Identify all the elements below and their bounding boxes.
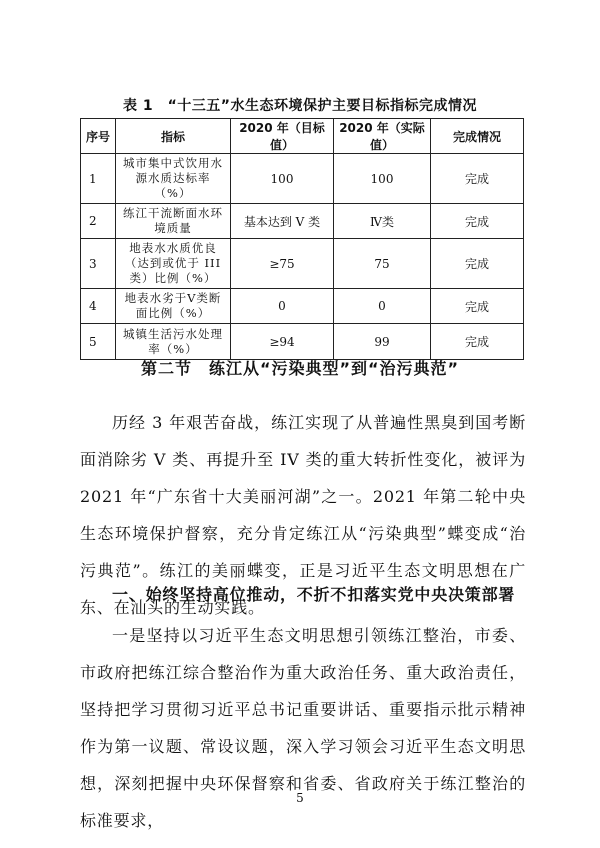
cell-no: 2 [81, 204, 116, 239]
header-status: 完成情况 [431, 119, 524, 154]
cell-indicator: 练江干流断面水环境质量 [116, 204, 231, 239]
targets-table [80, 118, 524, 360]
cell-status: 完成 [431, 239, 524, 289]
body-paragraph-2: 一是坚持以习近平生态文明思想引领练江整治，市委、市政府把练江综合整治作为重大政治任务、重大政治责任，坚持把学习贯彻习近平总书记重要讲话、重要指示批示精神作为第一议题、常设议题，深入学习领会习近平生态文明思想，深刻把握中央环保督察和省委、省政府关于练江整治的标准要求， [80, 626, 526, 830]
header-actual: 2020 年（实际值） [334, 119, 431, 154]
cell-no: 3 [81, 239, 116, 289]
cell-indicator: 城市集中式饮用水源水质达标率（%） [116, 154, 231, 204]
table-row [81, 204, 524, 239]
cell-target: 0 [231, 289, 334, 324]
page-number: 5 [296, 791, 304, 805]
cell-actual: 0 [334, 289, 431, 324]
cell-status: 完成 [431, 204, 524, 239]
table-caption: 表 1 “十三五”水生态环境保护主要目标指标完成情况 [122, 98, 478, 114]
cell-target: ≥75 [231, 239, 334, 289]
table-row [81, 324, 524, 360]
table-row [81, 239, 524, 289]
cell-status: 完成 [431, 324, 524, 360]
cell-no: 4 [81, 289, 116, 324]
table-header-row [81, 119, 524, 154]
cell-target: 基本达到 V 类 [231, 204, 334, 239]
cell-indicator: 城镇生活污水处理率（%） [116, 324, 231, 360]
section-title: 第二节 练江从“污染典型”到“治污典范” [140, 359, 460, 378]
table-row [81, 289, 524, 324]
cell-actual: 75 [334, 239, 431, 289]
cell-indicator: 地表水水质优良（达到或优于 III 类）比例（%） [116, 239, 231, 289]
table-row [81, 154, 524, 204]
cell-no: 5 [81, 324, 116, 360]
cell-no: 1 [81, 154, 116, 204]
subsection-heading: 一、始终坚持高位推动，不折不扣落实党中央决策部署 [112, 585, 516, 604]
header-target: 2020 年（目标值） [231, 119, 334, 154]
cell-actual: 100 [334, 154, 431, 204]
cell-status: 完成 [431, 289, 524, 324]
cell-target: ≥94 [231, 324, 334, 360]
cell-actual: 99 [334, 324, 431, 360]
cell-actual: Ⅳ类 [334, 204, 431, 239]
header-indicator: 指标 [116, 119, 231, 154]
cell-status: 完成 [431, 154, 524, 204]
cell-target: 100 [231, 154, 334, 204]
cell-indicator: 地表水劣于Ⅴ类断面比例（%） [116, 289, 231, 324]
body-paragraph-1: 历经 3 年艰苦奋战，练江实现了从普遍性黑臭到国考断面消除劣 V 类、再提升至 IV 类的重大转折性变化，被评为 2021 年“广东省十大美丽河湖”之一。2021 年第二轮中央生态环境保护督察，充分肯定练江从“污染典型”蝶变成“治污典范”。练江的美丽蝶变，正是习近平生态文明思想在广东、在汕头的生动实践。 [80, 413, 526, 617]
header-no: 序号 [81, 119, 116, 154]
